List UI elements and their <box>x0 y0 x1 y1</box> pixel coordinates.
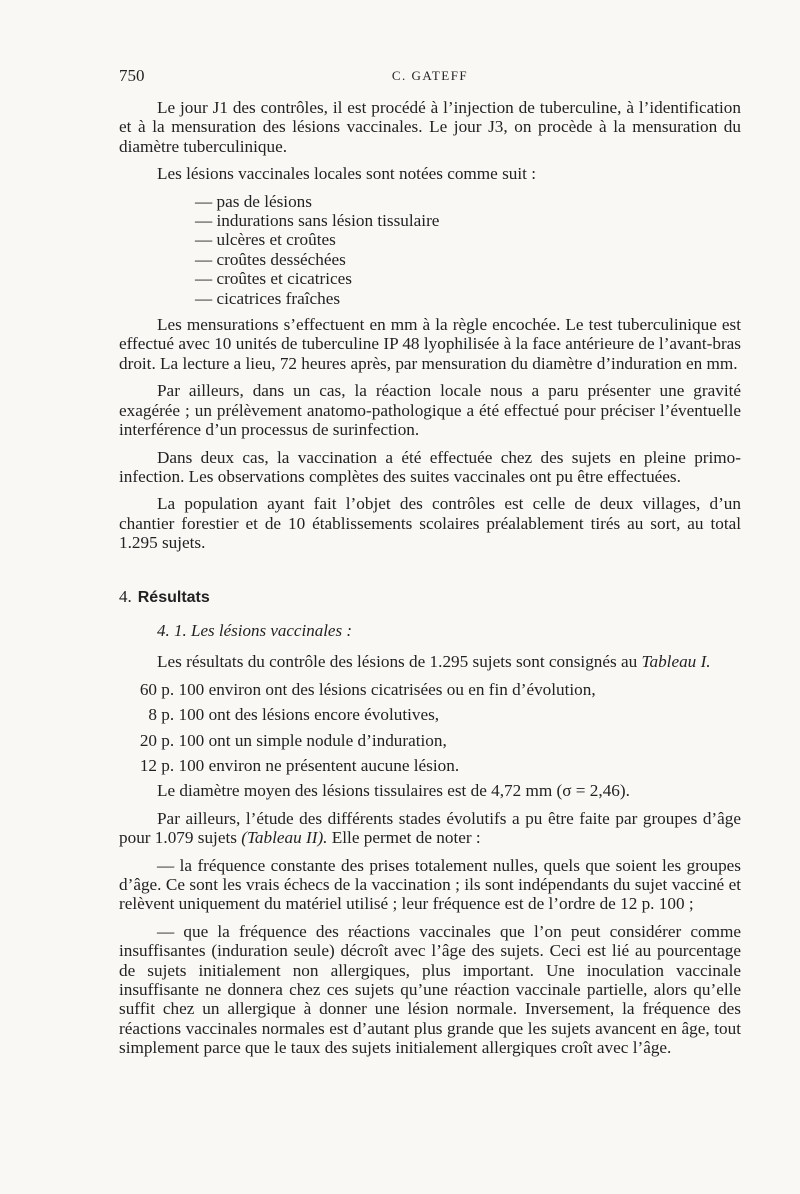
running-author: C. GATEFF <box>391 68 469 83</box>
paragraph-lesion-notation: Les lésions vaccinales locales sont notées comme suit : <box>157 164 536 184</box>
paragraph-age-groups <box>119 809 741 848</box>
age-groups-text: Par ailleurs, l’étude des différents stades évolutifs a pu être faite par groupes d’âge pour 1.079 sujets <box>119 808 741 848</box>
percentage-value: 12 <box>139 755 157 775</box>
page-number: 750 <box>119 66 145 85</box>
table-reference: (Tableau II). <box>241 828 328 848</box>
list-item: — croûtes desséchées <box>195 250 741 269</box>
list-item: — ulcères et croûtes <box>195 230 741 249</box>
lesion-list <box>119 192 741 308</box>
percentage-text: p. 100 environ ont des lésions cicatrisées ou en fin d’évolution, <box>161 679 596 699</box>
percentage-text: p. 100 ont des lésions encore évolutives, <box>161 705 440 725</box>
list-item: — pas de lésions <box>195 192 741 211</box>
percentage-line <box>119 731 741 750</box>
paragraph-mean-diameter: Le diamètre moyen des lésions tissulaires est de 4,72 mm (σ = 2,46). <box>157 781 630 801</box>
subsection-heading: 4. 1. Les lésions vaccinales : <box>157 620 352 640</box>
list-item: — cicatrices fraîches <box>195 289 741 308</box>
paragraph-null-takes: — la fréquence constante des prises totalement nulles, quels que soient les groupes d’âge. Ce sont les vrais échecs de la vaccination ; ils sont indépendants du sujet vacciné et relèvent uniquement du matériel utilisé ; leur fréquence est de l’ordre de 12 p. 100 ; <box>119 855 741 914</box>
list-item: — croûtes et cicatrices <box>195 269 741 288</box>
paragraph-measurements: Les mensurations s’effectuent en mm à la règle encochée. Le test tuberculinique est effectué avec 10 unités de tuberculine IP 48 lyophilisée à la face antérieure de l’avant-bras droit. La lecture a lieu, 72 heures après, par mensuration du diamètre d’induration en mm. <box>119 315 741 373</box>
section-title: Résultats <box>137 588 210 606</box>
section-number: 4. <box>119 586 132 606</box>
article-body <box>119 98 741 1066</box>
percentage-line <box>119 756 741 775</box>
percentage-line <box>119 705 741 724</box>
percentage-line <box>119 680 741 699</box>
percentage-value: 8 <box>148 705 157 725</box>
results-intro-text: Les résultats du contrôle des lésions de 1.295 sujets sont consignés au <box>157 652 642 672</box>
percentage-value: 20 <box>139 730 157 750</box>
list-item: — indurations sans lésion tissulaire <box>195 211 741 230</box>
section-heading <box>119 587 741 607</box>
paragraph-controls: Le jour J1 des contrôles, il est procédé à l’injection de tuberculine, à l’identification et à la mensuration des lésions vaccinales. Le jour J3, on procède à la mensuration du diamètre tuberculinique. <box>119 98 741 156</box>
table-reference: Tableau I. <box>641 652 711 672</box>
paragraph-population: La population ayant fait l’objet des contrôles est celle de deux villages, d’un chantier forestier et de 10 établissements scolaires préalablement tirés au sort, au total 1.295 sujets. <box>119 494 741 553</box>
paragraph-results-intro <box>119 652 741 671</box>
percentage-text: p. 100 environ ne présentent aucune lésion. <box>161 755 460 775</box>
percentage-value: 60 <box>139 679 157 699</box>
running-header <box>119 66 741 88</box>
percentage-text: p. 100 ont un simple nodule d’induration, <box>161 730 447 750</box>
paragraph-insufficient-reactions: — que la fréquence des réactions vaccinales que l’on peut considérer comme insuffisantes (induration seule) décroît avec l’âge des sujets. Ceci est lié au pourcentage de sujets initialement non allergiques, plus important. Une inoculation vaccinale insuffisante ne donnera chez ces sujets qu’une réaction vaccinale partielle, alors qu’elle suffit chez un allergique à donner une lésion normale. Inversement, la fréquence des réactions vaccinales normales est d’autant plus grande que les sujets avancent en âge, tout simplement parce que le taux des sujets initialement allergiques croît avec l’âge. <box>119 921 741 1058</box>
paragraph-severity: Par ailleurs, dans un cas, la réaction locale nous a paru présenter une gravité exagérée ; un prélèvement anatomo-pathologique a été effectué pour préciser l’éventuelle interférence d’un processus de surinfection. <box>119 381 741 440</box>
age-groups-text-end: Elle permet de noter : <box>327 828 481 848</box>
paragraph-primo-infection: Dans deux cas, la vaccination a été effectuée chez des sujets en pleine primo-infection. Les observations complètes des suites vaccinales ont pu être effectuées. <box>119 447 741 486</box>
